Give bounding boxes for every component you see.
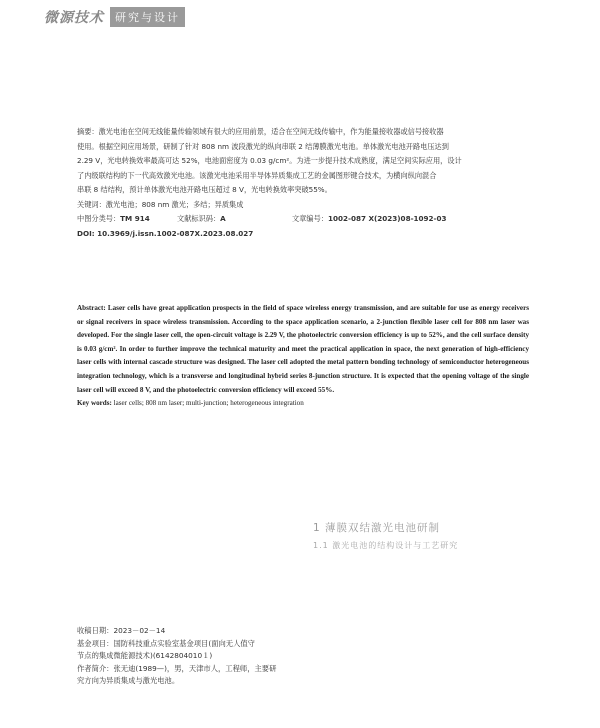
article-number: 文章编号：1002-087 X(2023)08-1092-03 <box>292 214 447 223</box>
cn-abstract-line-1: 摘要：激光电池在空间无线能量传输领域有很大的应用前景，适合在空间无线传输中，作为能量接收器或信号接收器 <box>77 127 444 136</box>
journal-header <box>44 6 185 28</box>
section-heading-1-1: 1.1 激光电池的结构设计与工艺研究 <box>313 541 459 550</box>
fund-line-1: 基金项目：国防科技重点实验室基金项目(面向无人值守 <box>77 638 255 648</box>
document-code: 文献标识码：A <box>177 214 226 223</box>
en-abstract: Abstract: Laser cells have great application prospects in the field of space wireless energy transmission, and are suitable for use as energy receivers or signal receivers in space wireless transmission. According to the space application scenario, a 2-junction flexible laser cell for 808 nm laser was developed. For the single laser cell, the open-circuit voltage is 2.29 V, the photoelectric conversion efficiency is up to 52%, and the cell surface density is 0.03 g/cm². In order to further improve the technical maturity and meet the practical application in space, the next generation of high-efficiency laser cells with internal cascade structure was designed. The laser cell adopted the metal pattern bonding technology of semiconductor heterogeneous integration technology, which is a transverse and longitudinal hybrid series 8-junction structure. It is expected that the opening voltage of the single laser cell will exceed 8 V, and the photoelectric conversion efficiency will exceed 55%. <box>77 304 529 394</box>
en-keywords: Key words: laser cells; 808 nm laser; multi-junction; heterogeneous integration <box>77 399 304 408</box>
section-tag: 研究与设计 <box>110 7 185 27</box>
clc-number: 中图分类号：TM 914 <box>77 214 150 223</box>
cn-abstract-line-3: 2.29 V，光电转换效率最高可达 52%，电池面密度为 0.03 g/cm²。为进一步提升技术成熟度，满足空间实际应用，设计 <box>77 156 462 165</box>
cn-classification-row <box>77 212 532 227</box>
cn-keywords: 关键词：激光电池；808 nm 激光；多结；异质集成 <box>77 199 244 209</box>
english-abstract <box>77 302 529 411</box>
fund-line-2: 节点的集成微能源技术)(6142804010１) <box>77 651 213 660</box>
section-heading-1: 1 薄膜双结激光电池研制 <box>313 522 441 534</box>
author-line-1: 作者简介：张无迪(1989—)，男，天津市人，工程师，主要研 <box>77 663 277 673</box>
received-date: 收稿日期：2023－02－14 <box>77 626 166 635</box>
footnote <box>77 625 307 688</box>
cn-abstract-line-5: 串联 8 结结构，预计单体激光电池开路电压超过 8 V，光电转换效率突破55%。 <box>77 185 332 194</box>
chinese-abstract <box>77 125 532 241</box>
doi: DOI: 10.3969/j.issn.1002-087X.2023.08.027 <box>77 228 254 238</box>
author-line-2: 究方向为异质集成与激光电池。 <box>77 676 180 685</box>
cn-abstract-line-4: 了内级联结构的下一代高效激光电池。该激光电池采用半导体异质集成工艺的金属图形键合技术，为横向纵向混合 <box>77 170 437 180</box>
cn-abstract-line-2: 使用。根据空间应用场景，研制了针对 808 nm 波段激光的纵向串联 2 结薄膜激光电池。单体激光电池开路电压达到 <box>77 141 449 151</box>
journal-name: 微源技术 <box>44 10 104 26</box>
cn-abstract-label: 摘要： <box>77 127 99 136</box>
